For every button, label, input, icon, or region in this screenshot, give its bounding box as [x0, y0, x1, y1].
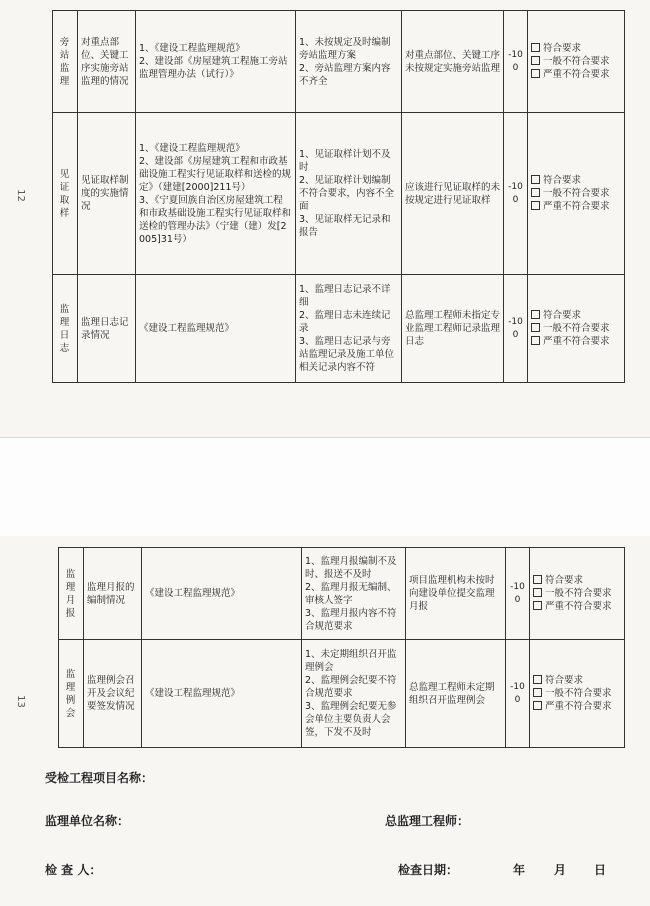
content-cell: 见证取样制度的实施情况	[78, 113, 136, 275]
option-severe[interactable]: 严重不符合要求	[533, 700, 621, 713]
problem-item: 3、见证取样无记录和报告	[299, 214, 391, 238]
basis-item: 1、《建设工程监理规范》	[139, 142, 245, 154]
page-number: 12	[14, 189, 26, 202]
project-name-label: 受检工程项目名称：	[45, 771, 154, 785]
options-cell	[528, 275, 625, 383]
options-cell	[528, 11, 625, 113]
page-gap	[0, 437, 650, 536]
option-minor[interactable]: 一般不符合要求	[531, 55, 621, 68]
checkbox-icon[interactable]	[531, 175, 540, 184]
inspection-date-label: 检查日期：	[398, 863, 459, 877]
checkbox-icon[interactable]	[531, 56, 540, 65]
option-minor[interactable]: 一般不符合要求	[533, 587, 621, 600]
option-pass[interactable]: 符合要求	[533, 674, 621, 687]
problems-cell	[302, 548, 406, 640]
chief-engineer-label: 总监理工程师：	[385, 814, 470, 828]
checkbox-icon[interactable]	[531, 69, 540, 78]
option-minor[interactable]: 一般不符合要求	[531, 187, 621, 200]
option-pass[interactable]: 符合要求	[531, 309, 621, 322]
option-pass[interactable]: 符合要求	[531, 174, 621, 187]
inspection-table	[58, 547, 625, 748]
category-cell: 见证取样	[53, 113, 78, 275]
document-page-13	[0, 536, 650, 906]
problem-item: 2、监理日志未连续记录	[299, 310, 391, 334]
options-cell	[530, 548, 625, 640]
basis-cell	[136, 275, 296, 383]
option-pass[interactable]: 符合要求	[531, 42, 621, 55]
options-cell	[528, 113, 625, 275]
option-severe[interactable]: 严重不符合要求	[531, 68, 621, 81]
checkbox-icon[interactable]	[531, 310, 540, 319]
checkbox-icon[interactable]	[533, 588, 542, 597]
category-cell: 监理例会	[59, 640, 84, 748]
problem-item: 1、未定期组织召开监理例会	[305, 649, 397, 673]
month-label: 月	[554, 863, 567, 877]
supervision-unit-label: 监理单位名称：	[45, 814, 130, 828]
problem-item: 3、监理日志记录与旁站监理记录及施工单位相关记录内容不符	[299, 336, 395, 373]
remedy-cell: 项目监理机构未按时向建设单位提交监理月报	[406, 548, 506, 640]
options-cell	[530, 640, 625, 748]
option-severe[interactable]: 严重不符合要求	[531, 200, 621, 213]
option-pass[interactable]: 符合要求	[533, 574, 621, 587]
problems-cell	[296, 275, 402, 383]
document-page-12	[0, 0, 650, 437]
score-cell: -100	[504, 275, 528, 383]
remedy-cell: 对重点部位、关键工序未按规定实施旁站监理	[402, 11, 504, 113]
basis-cell	[136, 113, 296, 275]
problems-cell	[296, 11, 402, 113]
problem-item: 1、监理日志记录不详细	[299, 284, 391, 308]
category-cell: 监理日志	[53, 275, 78, 383]
content-cell: 监理日志记录情况	[78, 275, 136, 383]
checkbox-icon[interactable]	[531, 43, 540, 52]
content-cell: 监理月报的编制情况	[84, 548, 142, 640]
problems-cell	[302, 640, 406, 748]
checkbox-icon[interactable]	[531, 323, 540, 332]
problems-cell	[296, 113, 402, 275]
basis-cell	[142, 640, 302, 748]
basis-item: 3、《宁夏回族自治区房屋建筑工程和市政基础设施工程实行见证取样和送检的管理办法》（宁建（建）发[2005]31号）	[139, 194, 292, 245]
category-cell: 旁站监理	[53, 11, 78, 113]
problem-item: 3、监理例会纪要无参会单位主要负责人会签，下发不及时	[305, 701, 397, 738]
score-cell: -100	[504, 11, 528, 113]
checkbox-icon[interactable]	[533, 675, 542, 684]
problem-item: 2、旁站监理方案内容不齐全	[299, 62, 391, 87]
table-row	[53, 11, 625, 113]
checkbox-icon[interactable]	[533, 701, 542, 710]
problem-item: 2、监理月报无编制、审核人签字	[305, 581, 397, 606]
checkbox-icon[interactable]	[533, 688, 542, 697]
remedy-cell: 总监理工程师未指定专业监理工程师记录监理日志	[402, 275, 504, 383]
basis-cell	[136, 11, 296, 113]
basis-item: 《建设工程监理规范》	[145, 588, 241, 599]
content-cell: 对重点部位、关键工序实施旁站监理的情况	[78, 11, 136, 113]
problem-item: 1、监理月报编制不及时、报送不及时	[305, 555, 397, 580]
category-cell: 监理月报	[59, 548, 84, 640]
table-row	[59, 548, 625, 640]
inspector-label: 检 查 人：	[45, 863, 102, 877]
checkbox-icon[interactable]	[531, 188, 540, 197]
option-minor[interactable]: 一般不符合要求	[531, 322, 621, 335]
day-label: 日	[594, 863, 607, 877]
checkbox-icon[interactable]	[531, 201, 540, 210]
year-label: 年	[513, 863, 526, 877]
basis-item: 2、建设部《房屋建筑工程施工旁站监理管理办法（试行）》	[139, 56, 288, 80]
score-cell: -100	[506, 548, 530, 640]
checkbox-icon[interactable]	[533, 575, 542, 584]
problem-item: 1、见证取样计划不及时	[299, 149, 391, 173]
page-number: 13	[14, 695, 26, 708]
score-cell: -100	[506, 640, 530, 748]
basis-item: 1、《建设工程监理规范》	[139, 43, 245, 54]
problem-item: 2、见证取样计划编制不符合要求，内容不全面	[299, 175, 395, 212]
table-row	[59, 640, 625, 748]
inspection-table	[52, 10, 625, 383]
remedy-cell: 总监理工程师未定期组织召开监理例会	[406, 640, 506, 748]
score-cell: -100	[504, 113, 528, 275]
content-cell: 监理例会召开及会议纪要签发情况	[84, 640, 142, 748]
option-minor[interactable]: 一般不符合要求	[533, 687, 621, 700]
option-severe[interactable]: 严重不符合要求	[533, 600, 621, 613]
problem-item: 2、监理例会纪要不符合规范要求	[305, 675, 397, 699]
checkbox-icon[interactable]	[533, 601, 542, 610]
basis-cell	[142, 548, 302, 640]
checkbox-icon[interactable]	[531, 336, 540, 345]
option-severe[interactable]: 严重不符合要求	[531, 335, 621, 348]
basis-item: 《建设工程监理规范》	[145, 688, 241, 699]
remedy-cell: 应该进行见证取样的未按规定进行见证取样	[402, 113, 504, 275]
problem-item: 3、监理月报内容不符合规范要求	[305, 607, 397, 632]
basis-item: 《建设工程监理规范》	[139, 323, 235, 334]
problem-item: 1、未按规定及时编制旁站监理方案	[299, 36, 391, 61]
table-row	[53, 275, 625, 383]
table-row	[53, 113, 625, 275]
basis-item: 2、建设部《房屋建筑工程和市政基础设施工程实行见证取样和送检的规定》（建建[2000]211号）	[139, 155, 292, 193]
